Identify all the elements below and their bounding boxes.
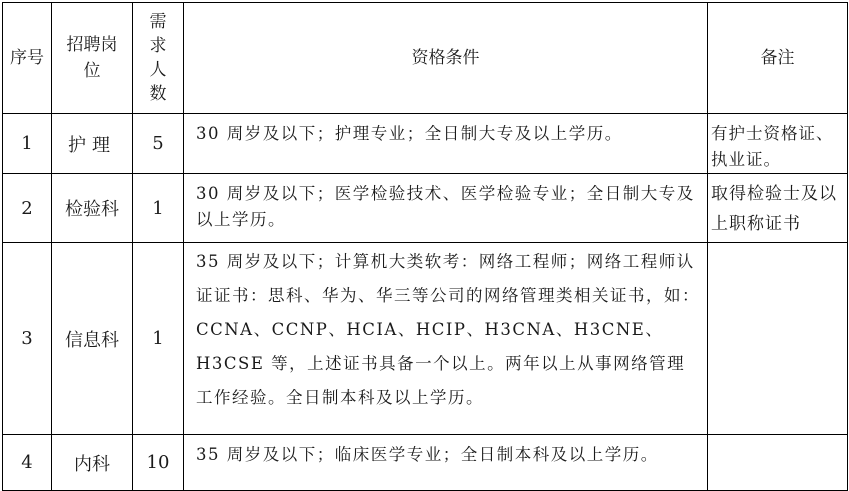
row-count: 10 [133, 435, 184, 491]
row-notes: 取得检验士及以上职称证书 [708, 174, 848, 243]
row-index: 1 [3, 114, 52, 174]
header-notes: 备注 [708, 3, 848, 114]
row-requirements: 35 周岁及以下；计算机大类软考：网络工程师；网络工程师认证证书：思科、华为、华三等公司的网络管理类相关证书，如：CCNA、CCNP、HCIA、HCIP、H3CNA、H3CNE、H3CSE 等，上述证书具备一个以上。两年以上从事网络管理工作经验。全日制本科及以上学历。 [184, 243, 708, 435]
header-count: 需求人数 [133, 3, 184, 114]
row-count: 5 [133, 114, 184, 174]
row-count: 1 [133, 243, 184, 435]
header-position: 招聘岗位 [52, 3, 133, 114]
table-row [3, 114, 848, 174]
table-row [3, 435, 848, 491]
row-position: 检验科 [52, 174, 133, 243]
row-notes: 有护士资格证、执业证。 [708, 114, 848, 174]
table-row [3, 174, 848, 243]
row-notes [708, 435, 848, 491]
row-index: 4 [3, 435, 52, 491]
header-index: 序号 [3, 3, 52, 114]
table-row [3, 243, 848, 435]
row-notes [708, 243, 848, 435]
row-position: 护理 [52, 114, 133, 174]
row-position: 内科 [52, 435, 133, 491]
header-requirements: 资格条件 [184, 3, 708, 114]
row-requirements: 30 周岁及以下；护理专业；全日制大专及以上学历。 [184, 114, 708, 174]
row-requirements: 35 周岁及以下；临床医学专业；全日制本科及以上学历。 [184, 435, 708, 491]
row-index: 3 [3, 243, 52, 435]
row-count: 1 [133, 174, 184, 243]
row-requirements: 30 周岁及以下；医学检验技术、医学检验专业；全日制大专及以上学历。 [184, 174, 708, 243]
row-index: 2 [3, 174, 52, 243]
table-header-row [3, 3, 848, 114]
recruitment-table [2, 2, 848, 491]
row-position: 信息科 [52, 243, 133, 435]
